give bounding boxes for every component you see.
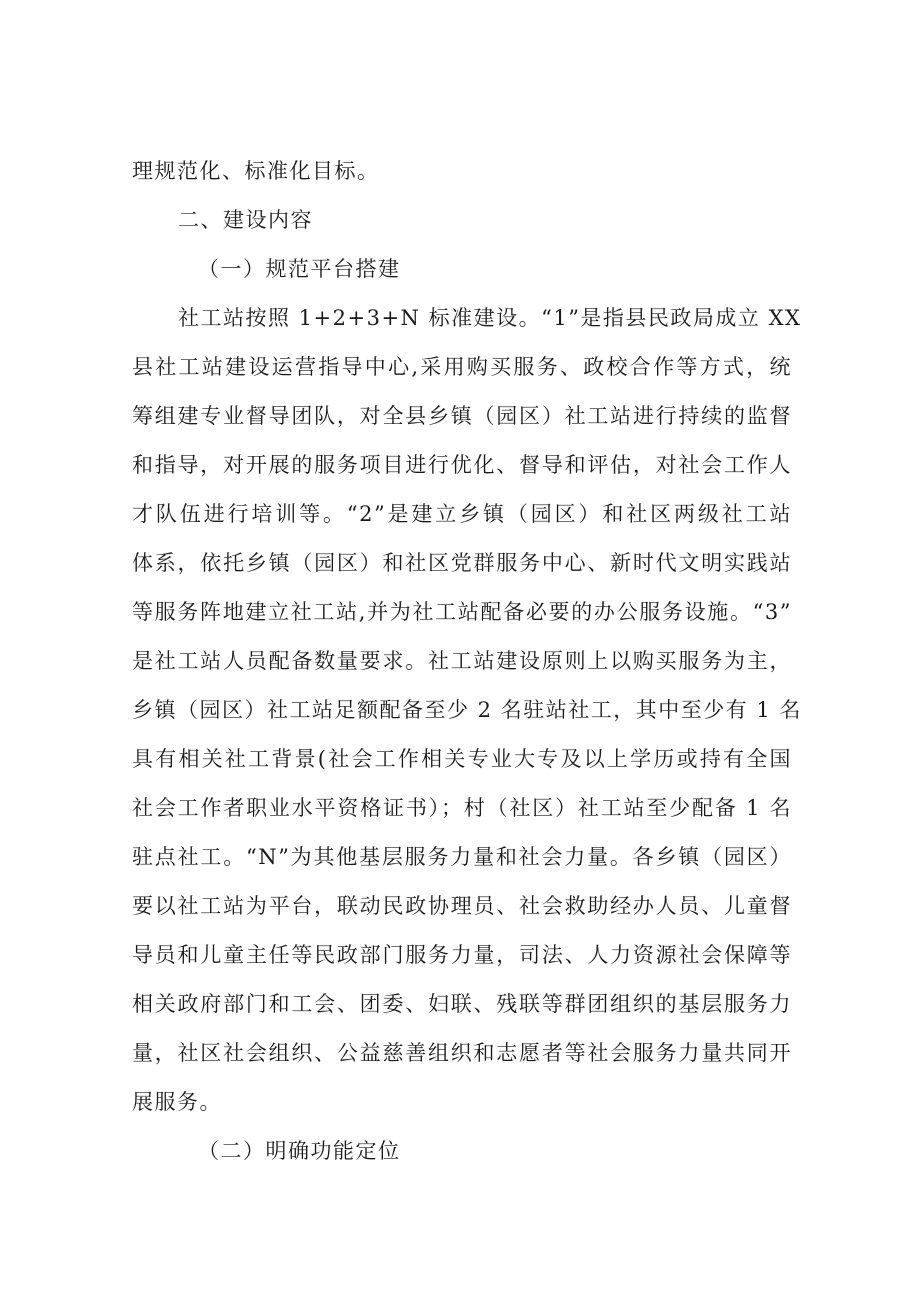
paragraph-line: 展服务。 [132, 1090, 222, 1114]
paragraph-line: 相关政府部门和工会、团委、妇联、残联等群团组织的基层服务力 [132, 992, 792, 1016]
paragraph-line: 才队伍进行培训等。“2”是建立乡镇（园区）和社区两级社工站 [132, 502, 792, 526]
subsection-heading: （二）明确功能定位 [198, 1139, 401, 1163]
paragraph-line: 具有相关社工背景(社会工作相关专业大专及以上学历或持有全国 [132, 747, 792, 771]
paragraph-line: 县社工站建设运营指导中心,采用购买服务、政校合作等方式，统 [132, 355, 792, 379]
paragraph-line: 要以社工站为平台，联动民政协理员、社会救助经办人员、儿童督 [132, 894, 792, 918]
paragraph-line: 理规范化、标准化目标。 [132, 159, 380, 183]
paragraph-line: 乡镇（园区）社工站足额配备至少 2 名驻站社工，其中至少有 1 名 [132, 698, 802, 722]
paragraph-line: 等服务阵地建立社工站,并为社工站配备必要的办公服务设施。“3” [132, 600, 792, 624]
paragraph-line: 量，社区社会组织、公益慈善组织和志愿者等社会服务力量共同开 [132, 1041, 792, 1065]
paragraph-line: 导员和儿童主任等民政部门服务力量，司法、人力资源社会保障等 [132, 943, 792, 967]
paragraph-line: 和指导，对开展的服务项目进行优化、督导和评估，对社会工作人 [132, 453, 792, 477]
paragraph-line: 驻点社工。“N”为其他基层服务力量和社会力量。各乡镇（园区） [132, 845, 792, 869]
paragraph-line: 是社工站人员配备数量要求。社工站建设原则上以购买服务为主， [132, 649, 792, 673]
paragraph-line: 体系，依托乡镇（园区）和社区党群服务中心、新时代文明实践站 [132, 551, 792, 575]
paragraph-line: 社工站按照 1+2+3+N 标准建设。“1”是指县民政局成立 XX [178, 306, 802, 330]
subsection-heading: （一）规范平台搭建 [198, 257, 401, 281]
paragraph-line: 社会工作者职业水平资格证书）；村（社区）社工站至少配备 1 名 [132, 796, 792, 820]
section-heading: 二、建设内容 [178, 208, 313, 232]
paragraph-line: 筹组建专业督导团队，对全县乡镇（园区）社工站进行持续的监督 [132, 404, 792, 428]
